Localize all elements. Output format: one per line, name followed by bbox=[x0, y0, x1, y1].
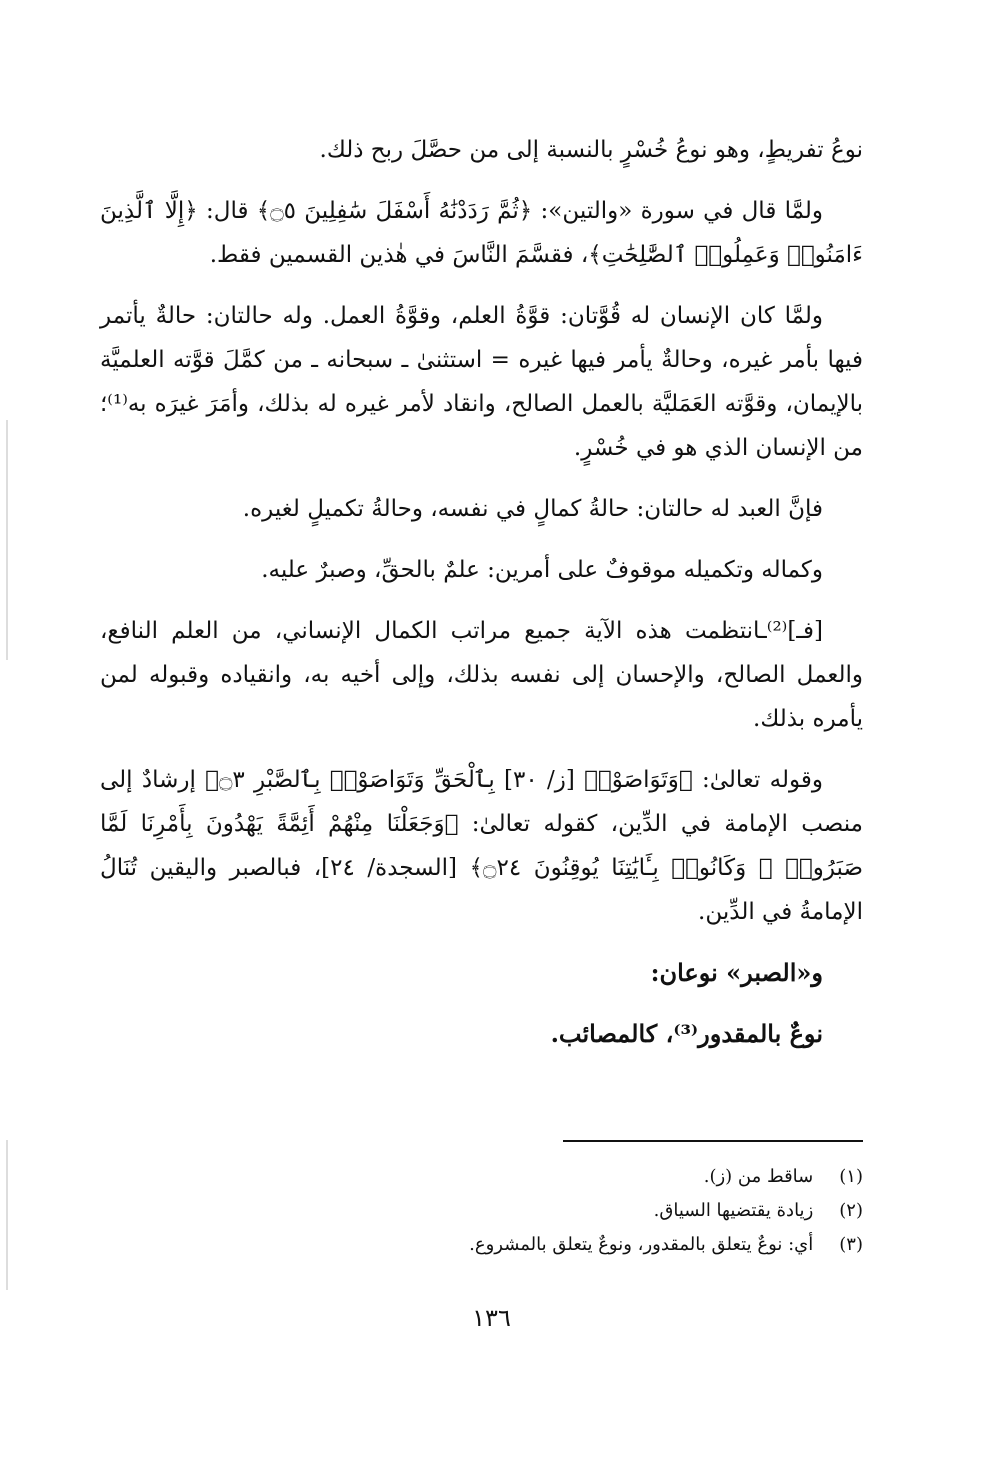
paragraph-7: وقوله تعالىٰ: ﴿وَتَوَاصَوْا۟ [ز/ ٣٠] بِٱلْحَقِّ وَتَوَاصَوْا۟ بِٱلصَّبْرِ ۝٣﴾ إرشادٌ إلى منصب الإمامة في الدِّين، كقوله تعالىٰ: ﴿وَجَعَلْنَا مِنْهُمْ أَئِمَّةً يَهْدُونَ بِأَمْرِنَا لَمَّا صَبَرُوا۟ ۖ وَكَانُوا۟ بِـَٔايَٰتِنَا يُوقِنُونَ ۝٢٤﴾ [السجدة/ ٢٤]، فبالصبر واليقين تُنَالُ الإمامةُ في الدِّين. bbox=[100, 767, 863, 925]
page-number: ١٣٦ bbox=[472, 1304, 511, 1332]
paragraph-3: ولمَّا كان الإنسان له قُوَّتان: قوَّةُ العلم، وقوَّةُ العمل. وله حالتان: حالةٌ يأتمر فيها بأمر غيره، وحالةٌ يأمر فيها غيره = استثنىٰ ـ سبحانه ـ من كمَّلَ قوَّته العلميَّة بالإيمان، وقوَّته العَمَليَّة بالعمل الصالح، وانقاد لأمر غيره له بذلك، وأمَرَ غيرَه به⁽¹⁾؛ من الإنسان الذي هو في خُسْرٍ. bbox=[100, 303, 863, 461]
footnote-number: (٣) bbox=[839, 1234, 863, 1255]
footnote-text: ساقط من (ز). bbox=[703, 1166, 814, 1187]
section-subline: نوعٌ بالمقدور⁽³⁾، كالمصائب. bbox=[550, 1019, 823, 1048]
footnote-3 bbox=[100, 1228, 863, 1262]
section-heading: و«الصبر» نوعان: bbox=[650, 958, 823, 987]
footnote-1 bbox=[100, 1160, 863, 1194]
paragraph-2: ولمَّا قال في سورة «والتين»: ﴿ثُمَّ رَدَدْنَٰهُ أَسْفَلَ سَٰفِلِينَ ۝٥﴾ قال: ﴿إِلَّا ٱلَّذِينَ ءَامَنُوا۟ وَعَمِلُوا۟ ٱلصَّٰلِحَٰتِ﴾، فقسَّمَ النَّاسَ في هٰذين القسمين فقط. bbox=[100, 198, 863, 268]
paragraph-1: نوعُ تفريطٍ، وهو نوعُ خُسْرٍ بالنسبة إلى من حصَّلَ ربح ذلك. bbox=[319, 137, 863, 163]
scan-edge-mark bbox=[6, 1140, 8, 1290]
footnote-rule bbox=[563, 1140, 863, 1142]
page-body bbox=[100, 128, 863, 1073]
footnote-number: (٢) bbox=[839, 1200, 863, 1221]
footnote-text: زيادة يقتضيها السياق. bbox=[653, 1200, 814, 1221]
footnote-2 bbox=[100, 1194, 863, 1228]
footnote-text: أي: نوعٌ يتعلق بالمقدور، ونوعٌ يتعلق بالمشروع. bbox=[469, 1234, 814, 1255]
paragraph-4: فإنَّ العبد له حالتان: حالةُ كمالٍ في نفسه، وحالةُ تكميلٍ لغيره. bbox=[242, 496, 823, 522]
footnotes bbox=[100, 1140, 863, 1262]
paragraph-5: وكماله وتكميله موقوفٌ على أمرين: علمٌ بالحقِّ، وصبرٌ عليه. bbox=[261, 557, 823, 583]
scan-edge-mark bbox=[6, 420, 8, 660]
paragraph-6: [فـ]⁽²⁾ـانتظمت هذه الآية جميع مراتب الكمال الإنساني، من العلم النافع، والعمل الصالح، والإحسان إلى نفسه بذلك، وإلى أخيه به، وانقياده وقبوله لمن يأمره بذلك. bbox=[100, 618, 863, 732]
footnote-number: (١) bbox=[839, 1166, 863, 1187]
